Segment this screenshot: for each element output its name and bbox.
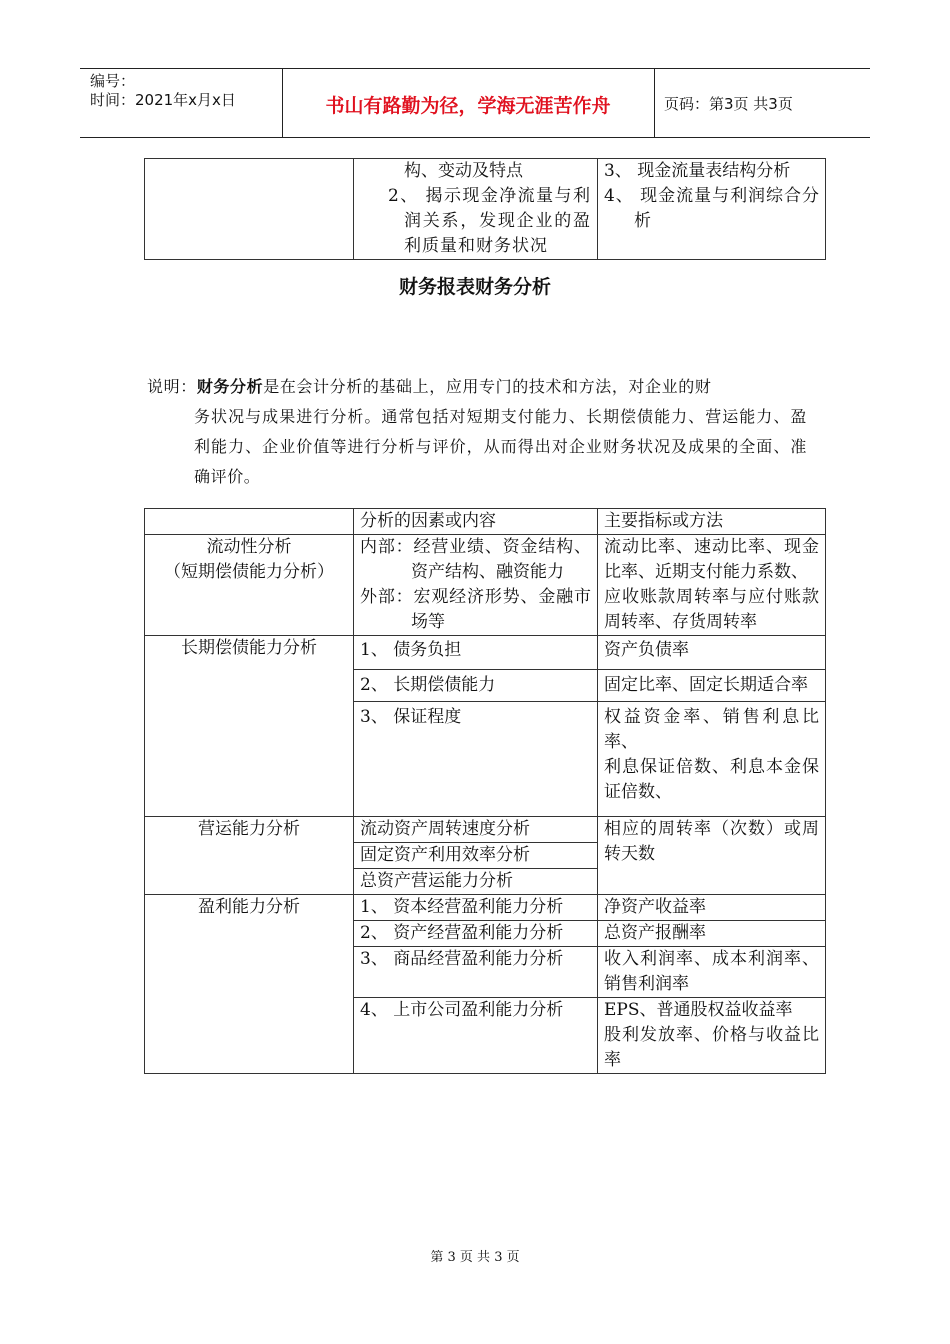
header-cell	[145, 509, 354, 535]
table-row	[145, 535, 826, 636]
cell-text: 3、 现金流量表结构分析	[604, 161, 791, 181]
table-cell	[145, 159, 354, 260]
page-footer: 第 3 页 共 3 页	[430, 1250, 520, 1265]
factor-cell: 4、 上市公司盈利能力分析	[354, 998, 598, 1074]
note-prefix: 说明：	[147, 377, 197, 396]
doc-number-label: 编号：	[90, 72, 136, 90]
header-cell: 主要指标或方法	[598, 509, 826, 535]
metric-text: 权益资金率、销售利息比率、	[604, 707, 819, 753]
table-row	[145, 159, 826, 260]
factor-subrow: 固定资产利用效率分析	[354, 843, 597, 869]
header-page-number: 页码：第3页 共3页	[664, 95, 793, 113]
table-row	[145, 636, 826, 670]
table-row	[145, 817, 826, 895]
metric-cell: 净资产收益率	[598, 895, 826, 921]
factor-cell: 1、 资本经营盈利能力分析	[354, 895, 598, 921]
table-cell	[598, 159, 826, 260]
metric-cell	[598, 535, 826, 636]
factor-cell: 3、 保证程度	[354, 702, 598, 817]
analysis-table	[144, 508, 826, 1074]
metric-cell: 总资产报酬率	[598, 921, 826, 947]
table-row	[145, 895, 826, 921]
page-header	[80, 68, 870, 138]
factor-cell	[354, 535, 598, 636]
header-meta	[90, 72, 236, 110]
cell-text: 2、 揭示现金净流量与利润关系，发现企业的盈利质量和财务状况	[388, 186, 591, 256]
metric-text: 流动比率、速动比率、现金比率、近期支付能力系数、	[604, 537, 819, 582]
row-label: 长期偿债能力分析	[145, 636, 354, 817]
note-keyword: 财务分析	[196, 377, 264, 396]
row-label: 营运能力分析	[145, 817, 354, 895]
metric-text: 股利发放率、价格与收益比率	[604, 1025, 819, 1070]
metric-cell	[598, 998, 826, 1074]
factor-cell: 2、 资产经营盈利能力分析	[354, 921, 598, 947]
factor-cell: 1、 债务负担	[354, 636, 598, 670]
metric-cell: 固定比率、固定长期适合率	[598, 670, 826, 702]
factor-text: 外部：宏观经济形势、金融市场等	[360, 587, 591, 632]
header-motto: 书山有路勤为径，学海无涯苦作舟	[325, 95, 611, 117]
factor-cell: 2、 长期偿债能力	[354, 670, 598, 702]
cell-text: 构、变动及特点	[404, 161, 523, 181]
row-label	[145, 535, 354, 636]
row-label-text: 流动性分析	[206, 537, 292, 557]
metric-cell: 收入利润率、成本利润率、销售利润率	[598, 947, 826, 998]
metric-text: 利息保证倍数、利息本金保证倍数、	[604, 757, 819, 803]
factor-subrow: 总资产营运能力分析	[360, 871, 513, 891]
factor-text: 内部：经营业绩、资金结构、资产结构、融资能力	[360, 537, 591, 582]
metric-text: EPS、普通股权益收益率	[604, 1000, 793, 1020]
row-label-sub: （短期偿债能力分析）	[164, 562, 334, 582]
row-label: 盈利能力分析	[145, 895, 354, 1074]
section-title: 财务报表财务分析	[398, 276, 551, 298]
table-cell	[354, 159, 598, 260]
note-paragraph	[147, 372, 807, 492]
factor-cell	[354, 817, 598, 895]
note-line1: 是在会计分析的基础上，应用专门的技术和方法，对企业的财	[263, 377, 712, 396]
continued-table	[144, 158, 826, 260]
header-cell: 分析的因素或内容	[354, 509, 598, 535]
factor-subrow: 流动资产周转速度分析	[354, 817, 597, 843]
metric-cell: 资产负债率	[598, 636, 826, 670]
note-rest: 务状况与成果进行分析。通常包括对短期支付能力、长期偿债能力、营运能力、盈利能力、企业价值等进行分析与评价，从而得出对企业财务状况及成果的全面、准确评价。	[194, 407, 807, 486]
table-header-row	[145, 509, 826, 535]
header-divider	[654, 69, 655, 137]
cell-text: 4、 现金流量与利润综合分析	[604, 186, 819, 231]
metric-text: 应收账款周转率与应付账款周转率、存货周转率	[604, 587, 819, 632]
metric-cell: 相应的周转率（次数）或周转天数	[598, 817, 826, 895]
doc-time-label: 时间：2021年x月x日	[90, 91, 236, 109]
metric-cell	[598, 702, 826, 817]
factor-cell: 3、 商品经营盈利能力分析	[354, 947, 598, 998]
